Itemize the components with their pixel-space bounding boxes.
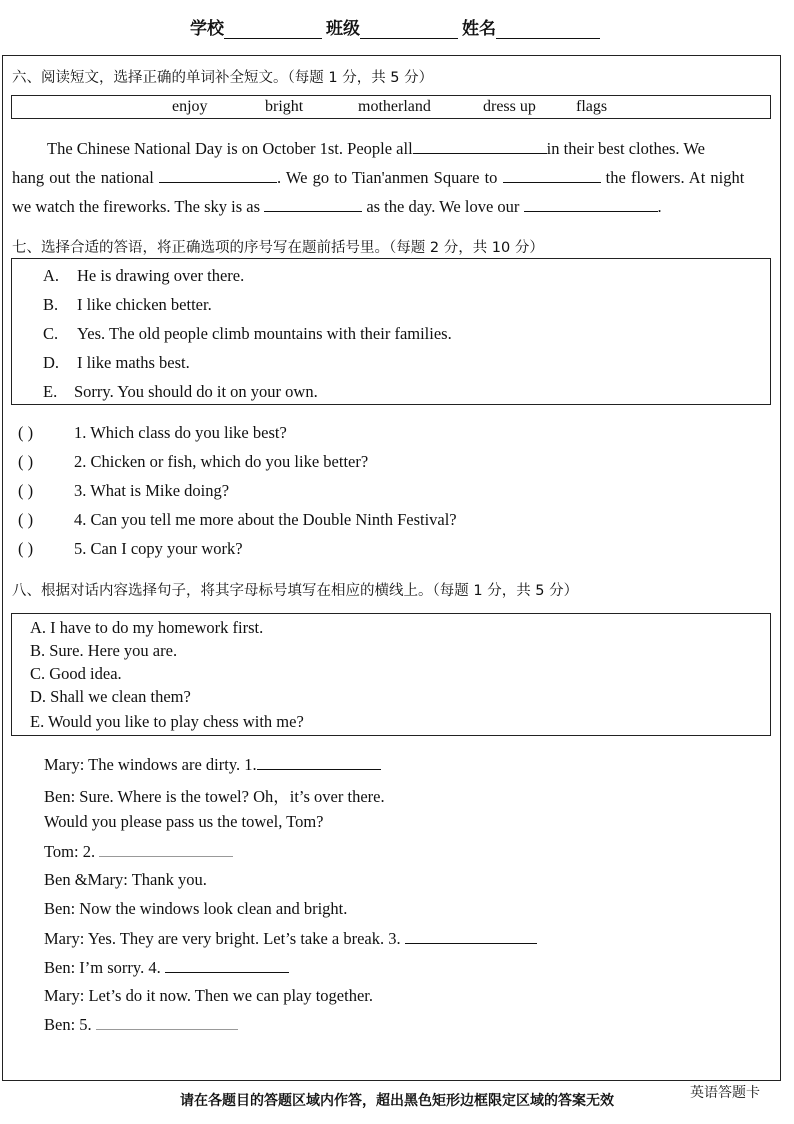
dialogue-line-7: Mary: Yes. They are very bright. Let’s take a break. 3. — [44, 928, 537, 949]
passage-line-2: hang out the national . We go to Tian'anmen Square to the flowers. At night — [12, 168, 745, 187]
section7-question-1: ( ) 1. Which class do you like best? — [18, 423, 287, 442]
word-bank-item: motherland — [358, 98, 431, 115]
dialogue-line-3: Would you please pass us the towel, Tom? — [44, 812, 324, 831]
section7-question-5: ( ) 5. Can I copy your work? — [18, 539, 243, 558]
section8-option-a: A. I have to do my homework first. — [30, 618, 264, 637]
section8-option-b: B. Sure. Here you are. — [30, 641, 178, 660]
answer-paren[interactable]: ( ) — [18, 452, 34, 471]
footer-notice: 请在各题目的答题区域内作答，超出黑色矩形边框限定区域的答案无效 — [180, 1093, 614, 1109]
answer-paren[interactable]: ( ) — [18, 510, 34, 529]
passage-line-1: The Chinese National Day is on October 1st. People all in their best clothes. We — [47, 139, 705, 158]
school-label: 学校 — [190, 19, 224, 39]
section7-option-b: B. I like chicken better. — [43, 295, 212, 314]
blank-3[interactable] — [503, 167, 601, 183]
word-bank-item: dress up — [483, 98, 536, 115]
blank-5[interactable] — [524, 196, 658, 212]
blank-2[interactable] — [159, 167, 277, 183]
section7-option-c: C. Yes. The old people climb mountains with their families. — [43, 324, 452, 343]
dialogue-blank-2[interactable] — [99, 841, 233, 857]
dialogue-line-10: Ben: 5. — [44, 1014, 238, 1035]
word-bank-item: flags — [576, 98, 608, 115]
name-label: 姓名 — [462, 19, 496, 39]
dialogue-line-1: Mary: The windows are dirty. 1. — [44, 754, 381, 775]
dialogue-line-6: Ben: Now the windows look clean and bright. — [44, 899, 348, 918]
answer-paren[interactable]: ( ) — [18, 539, 34, 558]
section7-question-3: ( ) 3. What is Mike doing? — [18, 481, 230, 500]
section7-title: 七、选择合适的答语，将正确选项的序号写在题前括号里。（每题 2 分，共 10 分） — [12, 240, 544, 256]
answer-paren[interactable]: ( ) — [18, 423, 34, 442]
dialogue-blank-4[interactable] — [165, 957, 289, 973]
dialogue-blank-3[interactable] — [405, 928, 537, 944]
student-info-header — [0, 14, 794, 39]
section8-option-d: D. Shall we clean them? — [30, 687, 191, 706]
dialogue-line-4: Tom: 2. — [44, 841, 233, 862]
blank-4[interactable] — [264, 196, 362, 212]
word-bank-item: bright — [265, 98, 304, 115]
word-bank-item: enjoy — [172, 98, 208, 115]
section7-option-e: E. Sorry. You should do it on your own. — [43, 382, 318, 401]
dialogue-line-5: Ben &Mary: Thank you. — [44, 870, 207, 889]
word-bank — [11, 95, 771, 119]
dialogue-line-8: Ben: I’m sorry. 4. — [44, 957, 289, 978]
dialogue-blank-1[interactable] — [257, 754, 381, 770]
school-blank[interactable] — [224, 21, 322, 39]
class-label: 班级 — [326, 19, 360, 39]
section7-question-2: ( ) 2. Chicken or fish, which do you like better? — [18, 452, 369, 471]
class-blank[interactable] — [360, 21, 458, 39]
section8-option-e: E. Would you like to play chess with me? — [30, 712, 304, 731]
answer-card-label: 英语答题卡 — [690, 1085, 760, 1101]
dialogue-line-2: Ben: Sure. Where is the towel? Oh，it’s over there. — [44, 787, 385, 806]
section7-option-d: D. I like maths best. — [43, 353, 190, 372]
dialogue-blank-5[interactable] — [96, 1014, 238, 1030]
name-blank[interactable] — [496, 21, 600, 39]
passage-line-3: we watch the fireworks. The sky is as as the day. We love our . — [12, 197, 662, 216]
section7-option-a: A. He is drawing over there. — [43, 266, 245, 285]
section8-option-c: C. Good idea. — [30, 664, 122, 683]
answer-paren[interactable]: ( ) — [18, 481, 34, 500]
dialogue-line-9: Mary: Let’s do it now. Then we can play together. — [44, 986, 374, 1005]
section6-title: 六、阅读短文，选择正确的单词补全短文。（每题 1 分，共 5 分） — [12, 70, 434, 86]
section7-question-4: ( ) 4. Can you tell me more about the Double Ninth Festival? — [18, 510, 457, 529]
section8-title: 八、根据对话内容选择句子，将其字母标号填写在相应的横线上。（每题 1 分，共 5 分） — [12, 583, 579, 599]
blank-1[interactable] — [413, 138, 547, 154]
